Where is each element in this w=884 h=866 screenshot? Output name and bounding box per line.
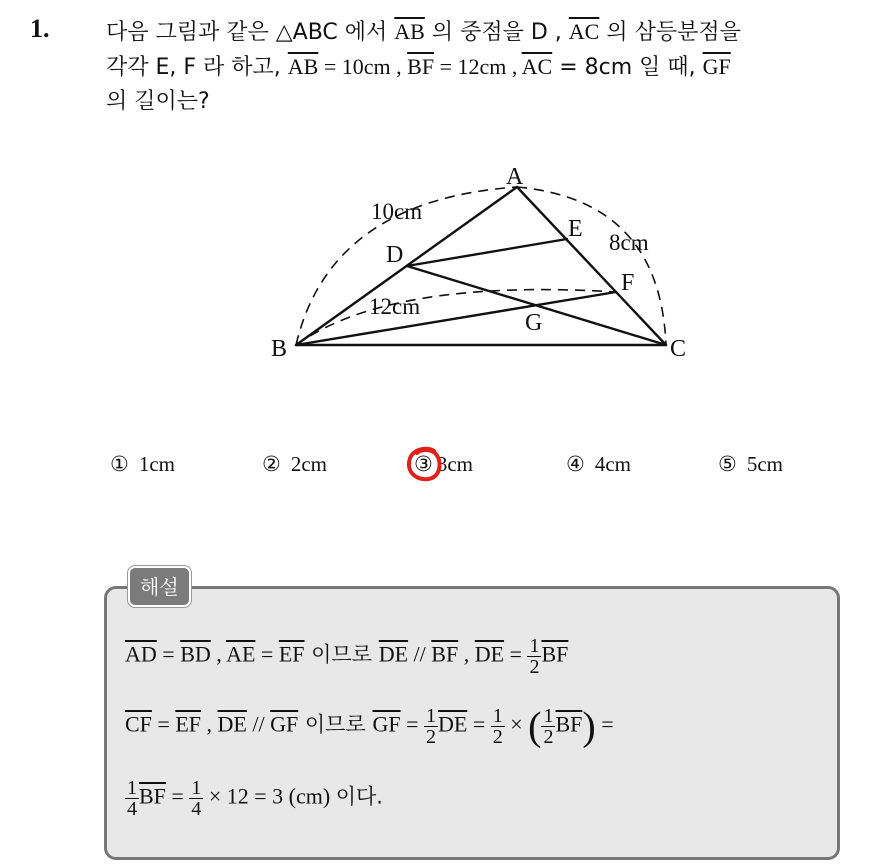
text: = [255, 641, 279, 667]
choice-5[interactable] [718, 452, 783, 477]
label-a: A [506, 164, 524, 190]
numerator: 1 [492, 705, 503, 727]
segment-de: $\overline{DE}$ [217, 711, 247, 737]
segment-ae: $\overline{AE}$ [226, 641, 256, 667]
text: = [156, 641, 181, 667]
label-g: G [525, 310, 543, 336]
choice-number: ② [262, 452, 281, 476]
segment-bd: $\overline{BD}$ [180, 641, 211, 667]
text: 각각 E, F 라 하고, [106, 55, 288, 80]
denominator: 2 [543, 726, 554, 748]
choice-text: 3cm [436, 452, 473, 476]
denominator: 2 [529, 656, 540, 678]
denominator: 4 [191, 798, 202, 820]
segment-gf: $\overline{GF}$ [270, 711, 299, 737]
segment-bf: $\overline{BF}$ [139, 783, 166, 809]
segment-bf: $\overline{BF}$ [541, 641, 569, 667]
segment-de: $\overline{DE}$ [378, 641, 409, 667]
segment-ab: $\overline{AB}$ [287, 54, 319, 79]
numerator: 1 [425, 705, 436, 727]
segment-bf: $\overline{BF}$ [555, 711, 583, 737]
choice-1[interactable] [110, 452, 175, 477]
denominator: 4 [127, 798, 137, 820]
text: // [408, 641, 432, 667]
segment-ac: $\overline{AC}$ [568, 19, 600, 44]
measure-ab: 10cm [371, 199, 423, 224]
segment-ef: $\overline{EF}$ [278, 641, 305, 667]
text: , [458, 641, 475, 667]
explanation-line-1 [125, 636, 568, 677]
choice-4[interactable] [566, 452, 631, 477]
text: = [400, 711, 424, 737]
text: , [210, 641, 227, 667]
choice-number: ① [110, 452, 129, 476]
label-b: B [271, 336, 288, 362]
text: 다음 그림과 같은 △ABC 에서 [106, 20, 395, 45]
fraction [424, 706, 438, 747]
choice-text: 1cm [138, 452, 175, 476]
segment-ab: $\overline{AB}$ [394, 19, 425, 44]
text: = [504, 641, 528, 667]
segment-bf: $\overline{BF}$ [431, 641, 459, 667]
fraction [189, 778, 203, 819]
choice-text: 2cm [290, 452, 327, 476]
text: = [467, 711, 491, 737]
explanation-label: 해설 [128, 566, 191, 607]
fraction [541, 706, 555, 747]
explanation-line-2 [125, 703, 614, 749]
segment-ad: $\overline{AD}$ [125, 641, 157, 667]
segment-cf: $\overline{CF}$ [125, 711, 152, 737]
measure-bf: 12cm [369, 294, 421, 319]
text: 이므로 [304, 642, 379, 667]
choice-text: 4cm [594, 452, 631, 476]
choice-number: ④ [566, 452, 585, 476]
fraction [527, 636, 541, 677]
segment-ef: $\overline{EF}$ [175, 711, 202, 737]
text: = [151, 711, 176, 737]
question-line-3: 의 길이는? [106, 89, 210, 114]
text: 이다. [335, 784, 383, 809]
fraction [125, 778, 139, 819]
text: // [246, 711, 271, 737]
answer-circle-mark-icon [404, 444, 444, 484]
text: 이므로 [298, 712, 373, 737]
label-c: C [670, 336, 687, 362]
choice-number: ⑤ [718, 452, 737, 476]
text: × [504, 711, 529, 737]
text: = [595, 711, 614, 737]
fraction [491, 706, 505, 747]
text: , [201, 711, 218, 737]
choice-text: 5cm [746, 452, 783, 476]
numerator: 1 [529, 635, 540, 657]
text: = [165, 783, 190, 809]
denominator: 2 [492, 726, 503, 748]
label-f: F [621, 270, 635, 296]
segment-bf: $\overline{BF}$ [407, 54, 435, 79]
right-paren: ) [582, 703, 596, 749]
segment-ac: $\overline{AC}$ [521, 54, 553, 79]
choice-2[interactable] [262, 452, 327, 477]
text: = 8cm 일 때, [552, 55, 703, 80]
text: = 10cm , [318, 54, 408, 79]
measure-ac: 8cm [609, 230, 649, 255]
text: 의 중점을 D , [424, 20, 569, 45]
text: 의 삼등분점을 [599, 20, 741, 45]
numerator: 1 [127, 777, 137, 799]
text: = 12cm , [434, 54, 522, 79]
numerator: 1 [191, 777, 202, 799]
segment-de: $\overline{DE}$ [437, 711, 468, 737]
label-e: E [568, 216, 583, 242]
denominator: 2 [425, 726, 436, 748]
segment-gf: $\overline{GF}$ [702, 54, 731, 79]
question-number: 1. [30, 14, 50, 43]
segment-gf: $\overline{GF}$ [372, 711, 401, 737]
explanation-line-3 [125, 778, 383, 819]
text: × 12 = 3 (cm) [203, 783, 336, 809]
left-paren: ( [528, 703, 542, 749]
choice-number: ③ [414, 452, 433, 476]
segment-de [407, 239, 567, 266]
label-d: D [386, 242, 404, 268]
segment-de: $\overline{DE}$ [474, 641, 505, 667]
numerator: 1 [543, 705, 554, 727]
